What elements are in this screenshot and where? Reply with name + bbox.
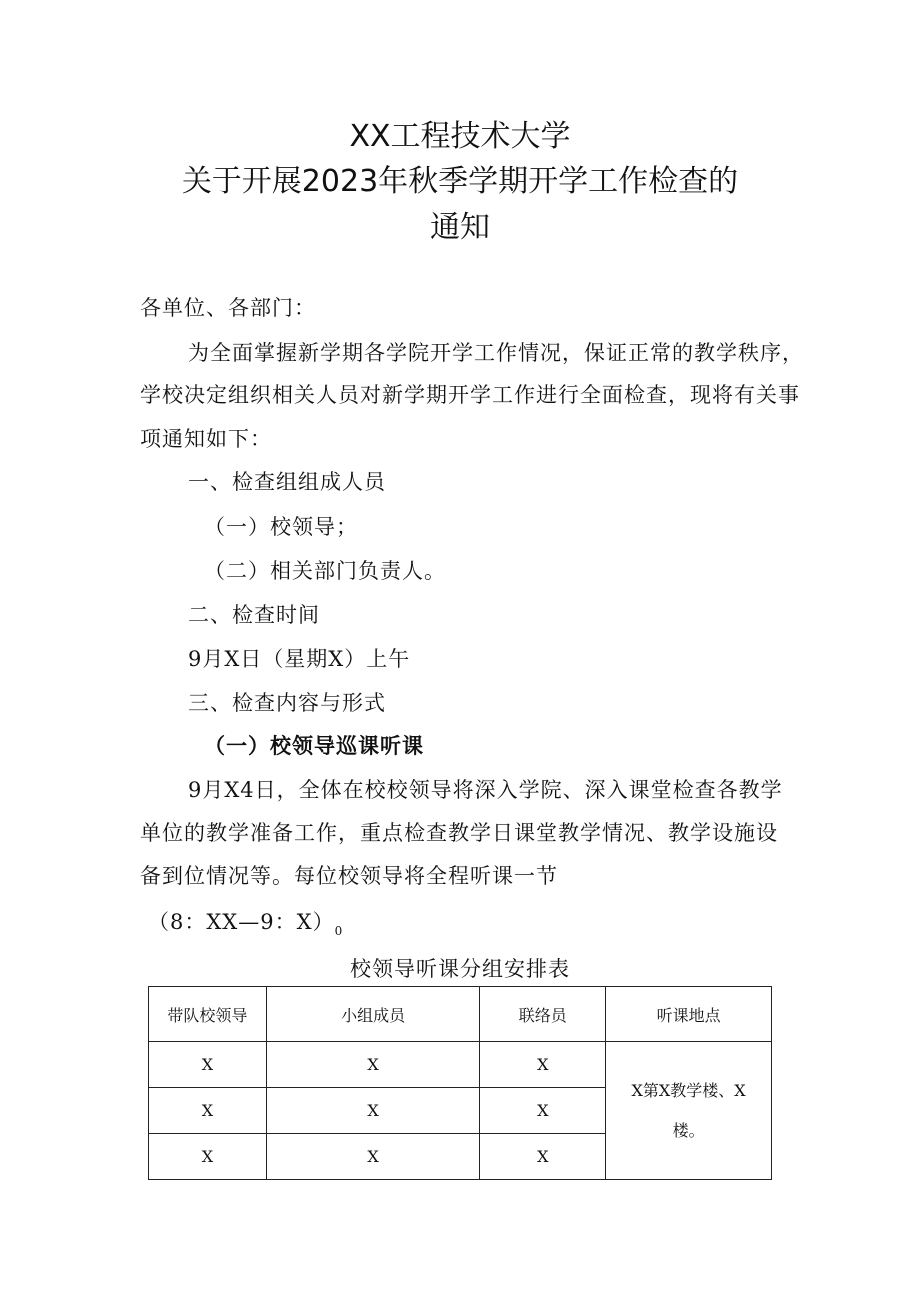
cell-members: X [266,1134,480,1180]
cell-location [606,1042,772,1180]
time-range-suffix: 0 [334,924,344,938]
cell-liaison: X [480,1134,606,1180]
header-location: 听课地点 [606,987,772,1042]
section-3-sub-1: （一）校领导巡课听课 [204,733,424,758]
cell-liaison: X [480,1042,606,1088]
header-leader: 带队校领导 [149,987,267,1042]
title-line-1: XX工程技术大学 [349,119,571,154]
title-line-2: 关于开展2023年秋季学期开学工作检查的 [181,164,739,199]
table-title: 校领导听课分组安排表 [350,957,570,981]
section-2-heading: 二、检查时间 [188,603,320,627]
cell-leader: X [149,1042,267,1088]
section-2-time: 9月X日（星期X）上午 [188,647,411,671]
location-line-1: X第X教学楼、X [631,1080,746,1100]
header-members: 小组成员 [266,987,480,1042]
salutation: 各单位、各部门： [140,296,316,320]
section-1-heading: 一、检查组组成人员 [188,470,386,494]
intro-line-3: 项通知如下： [140,427,272,451]
section-3-heading: 三、检查内容与形式 [188,691,386,715]
title-line-3: 通知 [430,210,490,245]
section-1-item-1: （一）校领导； [204,515,358,539]
table-header-row [149,987,772,1042]
section-3-time-range [148,907,343,946]
section-3-para-line-3: 备到位情况等。每位校领导将全程听课一节 [140,864,558,888]
table-row [149,1042,772,1088]
section-1-item-2: （二）相关部门负责人。 [204,559,446,583]
cell-leader: X [149,1134,267,1180]
cell-members: X [266,1042,480,1088]
schedule-table [148,986,772,1180]
cell-leader: X [149,1088,267,1134]
header-liaison: 联络员 [480,987,606,1042]
location-line-2: 楼。 [672,1120,705,1140]
time-range-text: （8：XX—9：X） [148,910,335,934]
intro-line-2: 学校决定组织相关人员对新学期开学工作进行全面检查，现将有关事 [140,383,800,407]
section-3-para-line-1: 9月X4日，全体在校校领导将深入学院、深入课堂检查各教学 [188,778,783,802]
intro-line-1: 为全面掌握新学期各学院开学工作情况，保证正常的教学秩序， [188,341,804,365]
cell-members: X [266,1088,480,1134]
cell-liaison: X [480,1088,606,1134]
section-3-para-line-2: 单位的教学准备工作，重点检查教学日课堂教学情况、教学设施设 [140,821,778,845]
